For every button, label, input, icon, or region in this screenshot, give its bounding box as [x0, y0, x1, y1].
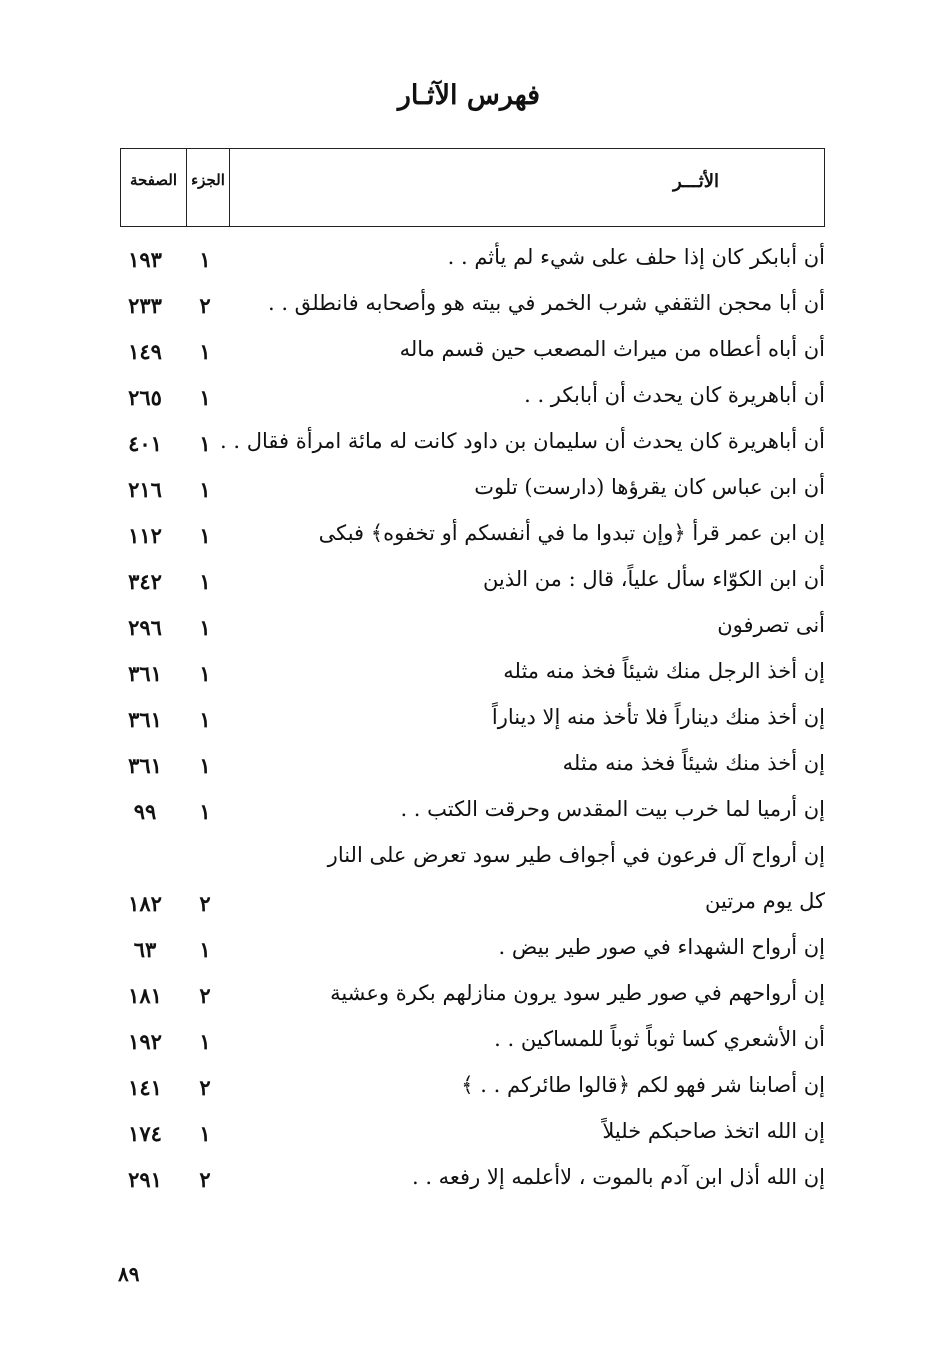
- row-text: إن أرميا لما خرب بيت المقدس وحرقت الكتب . .: [400, 797, 825, 821]
- row-juz: ١: [199, 753, 211, 778]
- row-text: إن الله اتخذ صاحبكم خليلاً: [602, 1119, 825, 1143]
- index-rows: [100, 241, 825, 1207]
- table-row: [100, 885, 825, 931]
- row-page: ١٨١: [128, 983, 162, 1008]
- table-row: [100, 1023, 825, 1069]
- row-juz: ١: [199, 569, 211, 594]
- row-text: إن أرواحهم في صور طير سود يرون منازلهم بكرة وعشية: [330, 981, 825, 1005]
- row-text: إن أرواح الشهداء في صور طير بيض .: [498, 935, 825, 959]
- row-text: إن الله أذل ابن آدم بالموت ، لاأعلمه إلا رفعه . .: [411, 1165, 825, 1189]
- table-row: [100, 1069, 825, 1115]
- row-juz: ١: [199, 937, 211, 962]
- row-text: أن ابن عباس كان يقرؤها (دارست) تلوت: [474, 475, 825, 499]
- row-juz: ١: [199, 431, 211, 456]
- row-page: ٢٦٥: [128, 385, 162, 410]
- row-juz: ١: [199, 1029, 211, 1054]
- row-juz: ١: [199, 707, 211, 732]
- header-safha: الصفحة: [121, 149, 187, 226]
- row-juz: ٢: [199, 1075, 211, 1100]
- table-row: [100, 517, 825, 563]
- row-page: ٩٩: [133, 799, 157, 824]
- table-header: [120, 148, 825, 227]
- row-page: ١٤١: [128, 1075, 162, 1100]
- row-page: ٢٩٦: [128, 615, 162, 640]
- row-text: إن أرواح آل فرعون في أجواف طير سود تعرض على النار: [327, 843, 825, 867]
- row-juz: ٢: [199, 293, 211, 318]
- row-page: ١٩٣: [128, 247, 162, 272]
- row-text: أن أباهريرة كان يحدث أن أبابكر . .: [524, 383, 825, 407]
- row-page: ٣٦١: [128, 753, 162, 778]
- row-page: ٤٠١: [128, 431, 162, 456]
- row-text: كل يوم مرتين: [705, 889, 825, 913]
- table-row: [100, 931, 825, 977]
- row-text: إن أصابنا شر فهو لكم ﴿قالوا طائركم . . ﴾: [461, 1073, 825, 1097]
- row-text: أن أبا محجن الثقفي شرب الخمر في بيته هو وأصحابه فانطلق . .: [267, 291, 825, 315]
- table-row: [100, 333, 825, 379]
- row-page: ١٧٤: [128, 1121, 162, 1146]
- row-page: ٣٤٢: [128, 569, 162, 594]
- row-page: ٣٦١: [128, 661, 162, 686]
- table-row: [100, 471, 825, 517]
- table-row: [100, 609, 825, 655]
- page-title: فهرس الآثـار: [397, 80, 541, 111]
- row-page: ١٨٢: [128, 891, 162, 916]
- row-text: أنى تصرفون: [717, 613, 825, 637]
- row-text: أن أباهريرة كان يحدث أن سليمان بن داود كانت له مائة امرأة فقال . .: [220, 429, 825, 453]
- row-juz: ٢: [199, 891, 211, 916]
- row-juz: ٢: [199, 1167, 211, 1192]
- row-page: ١٩٢: [128, 1029, 162, 1054]
- row-page: ٢٩١: [128, 1167, 162, 1192]
- row-juz: ١: [199, 799, 211, 824]
- row-juz: ١: [199, 661, 211, 686]
- table-row: [100, 747, 825, 793]
- row-juz: ١: [199, 339, 211, 364]
- row-text: أن الأشعري كسا ثوباً ثوباً للمساكين . .: [494, 1027, 825, 1051]
- row-juz: ١: [199, 1121, 211, 1146]
- row-text: إن أخذ الرجل منك شيئاً فخذ منه مثله: [503, 659, 825, 683]
- row-page: ١١٢: [128, 523, 162, 548]
- table-row: [100, 793, 825, 839]
- row-juz: ١: [199, 615, 211, 640]
- table-row: [100, 425, 825, 471]
- row-page: ٢١٦: [128, 477, 162, 502]
- row-juz: ١: [199, 523, 211, 548]
- table-row: [100, 241, 825, 287]
- header-athar: الأثـــر: [672, 171, 719, 192]
- row-page: ٣٦١: [128, 707, 162, 732]
- row-juz: ١: [199, 247, 211, 272]
- row-text: إن أخذ منك شيئاً فخذ منه مثله: [562, 751, 825, 775]
- row-text: أن ابن الكوّاء سأل علياً، قال : من الذين: [482, 567, 825, 591]
- table-row: [100, 839, 825, 885]
- row-text: إن أخذ منك ديناراً فلا تأخذ منه إلا ديناراً: [491, 705, 825, 729]
- table-row: [100, 379, 825, 425]
- table-row: [100, 701, 825, 747]
- row-juz: ٢: [199, 983, 211, 1008]
- row-page: ٦٣: [133, 937, 157, 962]
- row-page: ١٤٩: [128, 339, 162, 364]
- table-row: [100, 563, 825, 609]
- table-row: [100, 1115, 825, 1161]
- table-row: [100, 655, 825, 701]
- row-juz: ١: [199, 477, 211, 502]
- table-row: [100, 287, 825, 333]
- table-row: [100, 977, 825, 1023]
- row-juz: ١: [199, 385, 211, 410]
- row-text: إن ابن عمر قرأ ﴿وإن تبدوا ما في أنفسكم أو تخفوه﴾ فبكى: [318, 521, 825, 545]
- header-juz: الجزء: [187, 149, 230, 226]
- page-number: ٨٩: [118, 1262, 140, 1286]
- row-page: ٢٣٣: [128, 293, 162, 318]
- row-text: أن أباه أعطاه من ميراث المصعب حين قسم ماله: [399, 337, 825, 361]
- table-row: [100, 1161, 825, 1207]
- row-text: أن أبابكر كان إذا حلف على شيء لم يأثم . .: [447, 245, 825, 269]
